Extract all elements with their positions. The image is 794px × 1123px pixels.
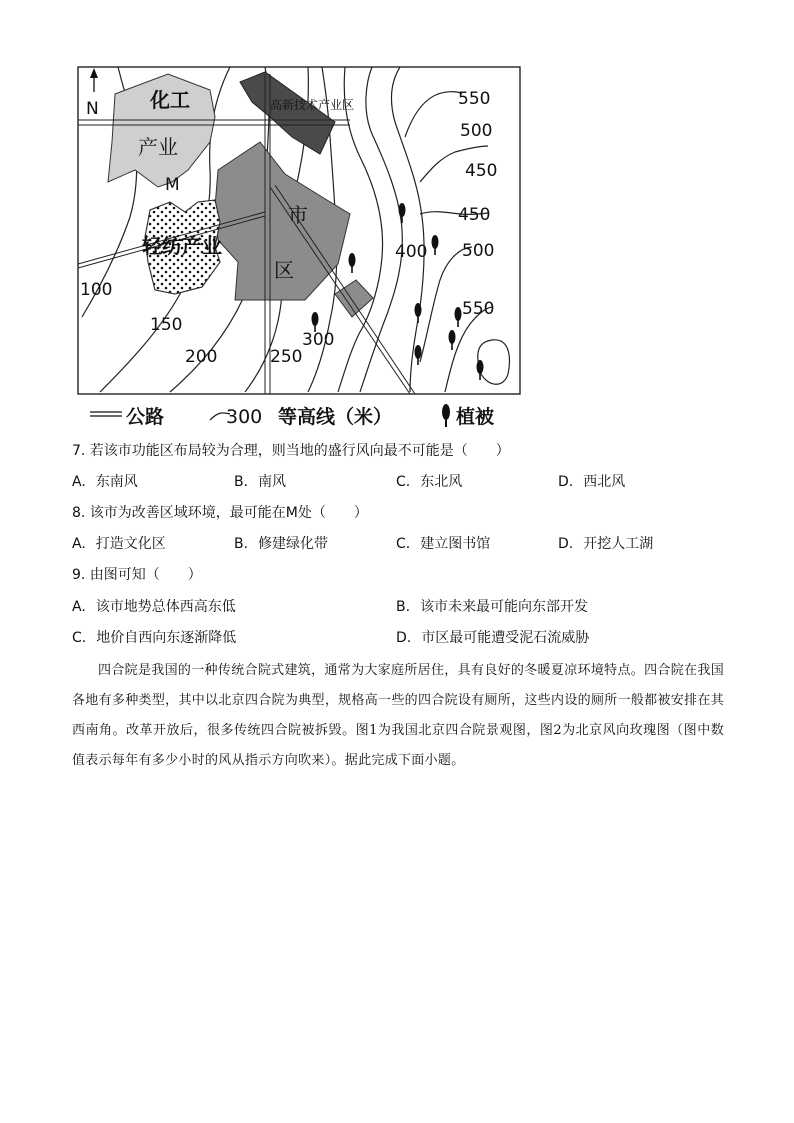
option-text: 地价自西向东逐渐降低 <box>96 630 237 646</box>
contour-label-200: 200 <box>185 347 218 367</box>
option-letter: D. <box>396 630 412 646</box>
q9-option-d <box>396 628 589 648</box>
option-text: 打造文化区 <box>95 536 166 552</box>
q8-option-c <box>396 534 490 554</box>
question-7-stem: 7. 若该市功能区布局较为合理，则当地的盛行风向最不可能是（ ） <box>72 443 510 459</box>
question-9-stem: 9. 由图可知（ ） <box>72 567 202 583</box>
contour-label-500-mid: 500 <box>462 241 495 261</box>
q8-option-a <box>72 534 166 554</box>
contour-label-250: 250 <box>270 347 303 367</box>
option-letter: A. <box>72 536 86 552</box>
option-text: 建立图书馆 <box>420 536 491 552</box>
contour-label-150: 150 <box>150 315 183 335</box>
contour-map-figure <box>60 62 530 434</box>
option-text: 该市地势总体西高东低 <box>95 599 236 615</box>
contour-label-500-top: 500 <box>460 121 493 141</box>
city-label-2: 区 <box>274 258 294 282</box>
option-letter: B. <box>234 474 249 490</box>
q7-option-b <box>234 472 286 492</box>
option-letter: C. <box>396 536 411 552</box>
legend-contour-label: 等高线（米） <box>278 406 393 428</box>
textile-label: 轻纺产业 <box>142 234 222 258</box>
option-letter: B. <box>396 599 411 615</box>
option-text: 西北风 <box>583 474 626 490</box>
legend-vegetation-icon <box>442 404 450 427</box>
option-text: 修建绿化带 <box>258 536 329 552</box>
hightech-label: 高新技术产业区 <box>270 98 355 112</box>
q9-option-b <box>396 597 588 617</box>
q8-option-d <box>558 534 653 554</box>
option-letter: B. <box>234 536 249 552</box>
q9-option-a <box>72 597 236 617</box>
option-letter: A. <box>72 599 86 615</box>
contour-label-300: 300 <box>302 330 335 350</box>
contour-label-450-mid: 450 <box>458 205 491 225</box>
question-8-stem: 8. 该市为改善区域环境，最可能在M处（ ） <box>72 505 368 521</box>
legend-vegetation-label: 植被 <box>456 406 495 428</box>
q7-option-d <box>558 472 625 492</box>
contour-label-550-bottom: 550 <box>462 299 495 319</box>
contour-label-400: 400 <box>395 242 428 262</box>
option-text: 开挖人工湖 <box>583 536 654 552</box>
q7-option-a <box>72 472 138 492</box>
q9-option-c <box>72 628 236 648</box>
north-label: N <box>86 99 99 119</box>
legend-contour-sample: 300 <box>226 406 263 428</box>
option-text: 东南风 <box>95 474 138 490</box>
option-text: 市区最可能遭受泥石流威胁 <box>421 630 590 646</box>
point-m-label: M <box>165 175 180 195</box>
option-text: 南风 <box>258 474 287 490</box>
chemical-label-2: 产业 <box>138 135 178 159</box>
contour-label-550-top: 550 <box>458 89 491 109</box>
q7-option-c <box>396 472 462 492</box>
option-letter: C. <box>396 474 411 490</box>
contour-label-100: 100 <box>80 280 113 300</box>
chemical-label-1: 化工 <box>150 88 190 112</box>
contour-map-svg <box>60 62 530 434</box>
option-text: 该市未来最可能向东部开发 <box>420 599 589 615</box>
option-letter: A. <box>72 474 86 490</box>
q8-option-b <box>234 534 328 554</box>
reading-passage: 四合院是我国的一种传统合院式建筑，通常为大家庭所居住，具有良好的冬暖夏凉环境特点。四合院在我国各地有多种类型，其中以北京四合院为典型，规格高一些的四合院设有厕所，这些内设的厕所一般都被安排在其西南角。改革开放后，很多传统四合院被拆毁。图1为我国北京四合院景观图，图2为北京风向玫瑰图（图中数值表示每年有多少小时的风从指示方向吹来）。据此完成下面小题。 <box>72 663 724 768</box>
city-label-1: 市 <box>288 203 308 227</box>
option-letter: D. <box>558 474 574 490</box>
legend-road-label: 公路 <box>126 406 165 428</box>
option-text: 东北风 <box>420 474 463 490</box>
option-letter: C. <box>72 630 87 646</box>
contour-label-450-top: 450 <box>465 161 498 181</box>
option-letter: D. <box>558 536 574 552</box>
map-legend <box>90 404 494 428</box>
